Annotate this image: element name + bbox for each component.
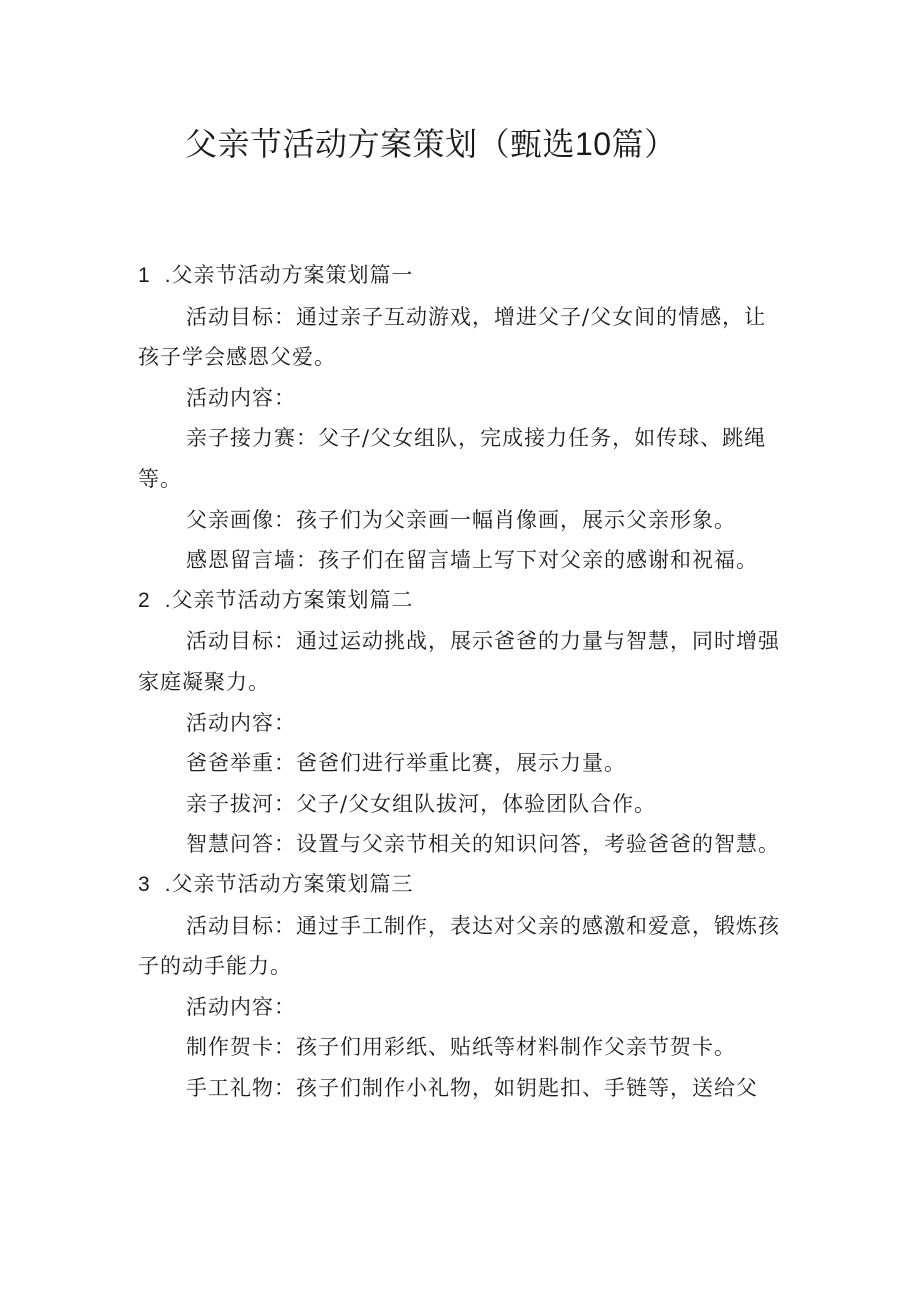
activity-item: 智慧问答：设置与父亲节相关的知识问答，考验爸爸的智慧。 [186,832,780,857]
activity-item: 制作贺卡：孩子们用彩纸、贴纸等材料制作父亲节贺卡。 [186,1035,736,1060]
document-title: 父亲节活动方案策划（甄选10篇） [185,126,677,162]
activity-item: 感恩留言墙：孩子们在留言墙上写下对父亲的感谢和祝福。 [186,548,758,573]
activity-item: 亲子拔河：父子/父女组队拔河，体验团队合作。 [186,791,657,816]
activity-content-label: 活动内容： [186,385,296,410]
section-heading [138,865,788,906]
activity-item: 父亲画像：孩子们为父亲画一幅肖像画，展示父亲形象。 [186,507,736,532]
activity-goal: 活动目标：通过手工制作，表达对父亲的感激和爱意，锻炼孩子的动手能力。 [138,913,780,979]
activity-content-label: 活动内容： [186,994,296,1019]
section-number: 1 [138,264,151,287]
section-number: 3 [138,872,151,896]
activity-item: 亲子接力赛：父子/父女组队，完成接力任务，如传球、跳绳等。 [138,426,767,491]
section-number: 2 [138,588,151,612]
section-title: .父亲节活动方案策划篇三 [164,872,414,896]
activity-goal: 活动目标：通过亲子互动游戏，增进父子/父女间的情感，让孩子学会感恩父爱。 [138,304,767,370]
activity-item: 爸爸举重：爸爸们进行举重比赛，展示力量。 [186,751,626,776]
section-heading [138,256,788,297]
activity-content-label: 活动内容： [186,710,296,735]
activity-goal: 活动目标：通过运动挑战，展示爸爸的力量与智慧，同时增强家庭凝聚力。 [138,629,780,694]
section-2 [138,581,788,865]
document-body [138,256,788,1108]
activity-item: 手工礼物：孩子们制作小礼物，如钥匙扣、手链等，送给父 [186,1075,758,1100]
section-3 [138,865,788,1109]
section-heading [138,581,788,622]
section-1 [138,256,788,581]
section-title: .父亲节活动方案策划篇一 [164,264,414,287]
section-title: .父亲节活动方案策划篇二 [164,588,414,612]
